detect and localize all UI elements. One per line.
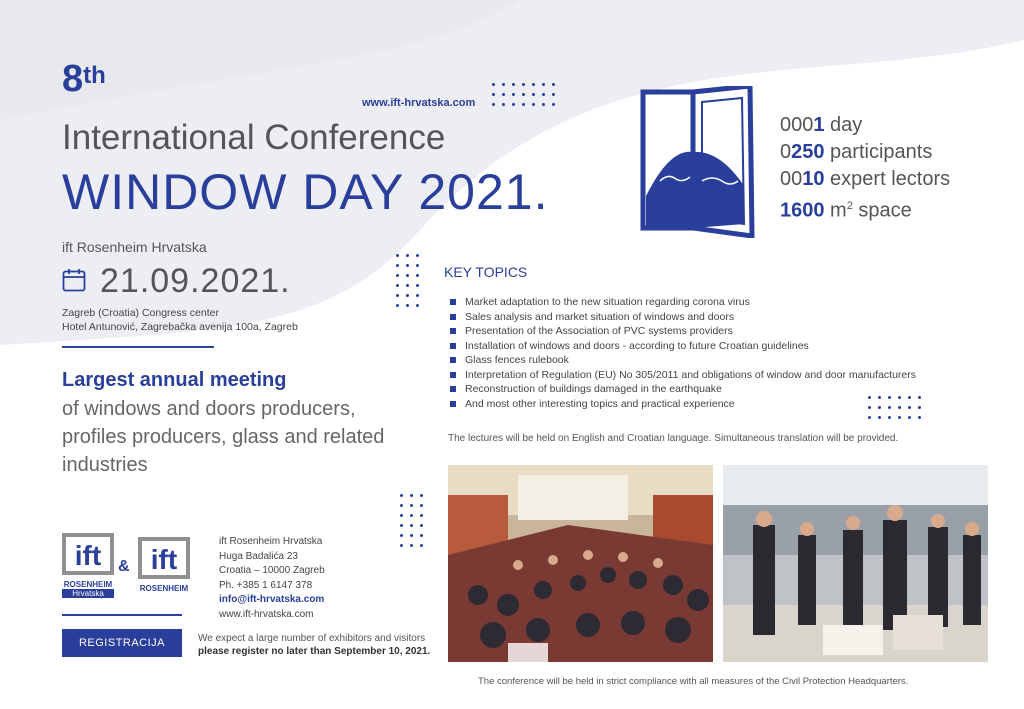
event-date: 21.09.2021. <box>100 262 291 300</box>
contact-web-link[interactable]: www.ift-hrvatska.com <box>219 608 314 620</box>
contact-city: Croatia – 10000 Zagreb <box>219 565 325 576</box>
stat-lectors: 0010 expert lectors <box>780 168 951 190</box>
intro-subtext: of windows and doors producers, profiles producers, glass and related industries <box>62 398 385 476</box>
list-item: Installation of windows and doors - according to future Croatian guidelines <box>450 339 916 354</box>
ift-rosenheim-hrvatska-logo: ift ROSENHEIM Hrvatska <box>62 533 114 597</box>
contact-phone: Ph. +385 1 6147 378 <box>219 579 313 591</box>
dot-grid-decoration <box>400 494 423 547</box>
key-topics-list <box>450 295 916 411</box>
divider <box>62 346 214 348</box>
window-illustration-icon <box>640 86 758 238</box>
conference-title: International Conference <box>62 118 446 157</box>
stat-space: 1600 $m^2$ space <box>780 199 912 222</box>
event-venue: Zagreb (Croatia) Congress center Hotel Antunović, Zagrebačka avenija 100a, Zagreb <box>62 307 298 333</box>
language-note: The lectures will be held on English and Croatian language. Simultaneous translation will be provided. <box>448 433 899 444</box>
calendar-icon <box>62 268 86 292</box>
website-link[interactable]: www.ift-hrvatska.com <box>362 97 476 109</box>
list-item: Glass fences rulebook <box>450 353 916 368</box>
event-stats <box>780 112 950 225</box>
ift-rosenheim-logo: ift ROSENHEIM <box>138 537 190 595</box>
footer-note: The conference will be held in strict compliance with all measures of the Civil Protection Headquarters. <box>478 676 909 687</box>
ampersand: & <box>118 558 130 575</box>
svg-text:ift: ift <box>74 540 102 571</box>
list-item: And most other interesting topics and practical experience <box>450 397 916 412</box>
intro-headline: Largest annual meeting <box>62 369 287 391</box>
contact-email-link[interactable]: info@ift-hrvatska.com <box>219 594 325 605</box>
stat-days: 0001 day <box>780 114 863 136</box>
stat-participants: 0250 participants <box>780 141 933 163</box>
contact-block <box>219 535 325 622</box>
list-item: Presentation of the Association of PVC systems providers <box>450 324 916 339</box>
organizer-name: ift Rosenheim Hrvatska <box>62 239 207 255</box>
exhibition-photo <box>723 465 988 662</box>
list-item: Sales analysis and market situation of windows and doors <box>450 310 916 325</box>
conference-hall-photo <box>448 465 713 662</box>
divider <box>62 614 182 616</box>
list-item: Market adaptation to the new situation regarding corona virus <box>450 295 916 310</box>
edition-number: 8th <box>62 58 106 100</box>
dot-grid-decoration <box>396 254 419 307</box>
register-button[interactable]: REGISTRACIJA <box>62 629 182 657</box>
key-topics-title: KEY TOPICS <box>444 264 528 280</box>
contact-name: ift Rosenheim Hrvatska <box>219 536 323 547</box>
list-item: Reconstruction of buildings damaged in the earthquake <box>450 382 916 397</box>
event-name: WINDOW DAY 2021. <box>62 164 549 220</box>
contact-street: Huga Badalića 23 <box>219 550 298 562</box>
list-item: Interpretation of Regulation (EU) No 305/2011 and obligations of window and door manufacturers <box>450 368 916 383</box>
registration-note: We expect a large number of exhibitors and visitors please register no later than September 10, 2021. <box>198 633 431 657</box>
dot-grid-decoration <box>492 83 555 106</box>
svg-text:ift: ift <box>150 544 178 575</box>
